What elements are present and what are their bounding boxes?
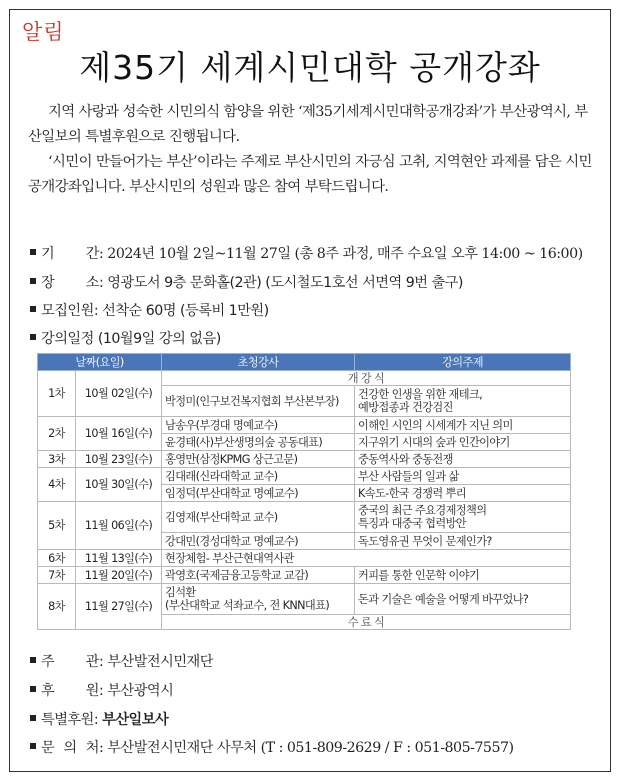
- session-date: 10월 30일(수): [76, 468, 162, 502]
- lecture-topic: 중국의 최근 주요경제정책의 특징과 대중국 협력방안: [355, 502, 571, 533]
- lecture-topic: 돈과 기술은 예술을 어떻게 바꾸었나?: [355, 584, 571, 615]
- lecture-topic: 부산 사람들의 일과 삶: [355, 468, 571, 485]
- bullet-icon: [30, 715, 36, 721]
- recruit-label: 모집인원: [41, 303, 94, 319]
- session-date: 11월 13일(수): [76, 550, 162, 567]
- table-row: [38, 584, 571, 615]
- table-row: [38, 502, 571, 533]
- bullet-icon: [30, 249, 36, 255]
- bullet-icon: [30, 686, 36, 692]
- header-speaker: 초청강사: [162, 354, 355, 371]
- info-recruit: [30, 300, 604, 320]
- place-label: 장 소: [41, 275, 99, 291]
- lecture-speaker: 홍영만(삼정KPMG 상근고문): [162, 451, 355, 468]
- lecture-speaker: 곽영호(국제금융고등학교 교감): [162, 567, 355, 584]
- host-label: 주 관: [41, 654, 99, 670]
- session-number: 3차: [38, 451, 76, 468]
- footer-special: [30, 709, 604, 729]
- info-period: [30, 243, 604, 263]
- session-number: 7차: [38, 567, 76, 584]
- session-number: 8차: [38, 584, 76, 630]
- footer-contact: [30, 737, 604, 757]
- session-date: 10월 02일(수): [76, 371, 162, 417]
- lecture-speaker: 박정미(인구보건복지협회 부산본부장): [162, 386, 355, 417]
- special-label: 특별후원: [41, 712, 94, 728]
- lecture-speaker: 강대민(경성대학교 명예교수): [162, 533, 355, 550]
- lecture-speaker: 남송우(부경대 명예교수): [162, 417, 355, 434]
- special-sep: :: [93, 712, 103, 728]
- table-row: [38, 468, 571, 485]
- intro-paragraph-2: ‘시민이 만들어가는 부산’이라는 주제로 부산시민의 자긍심 고취, 지역현안 과제를 담은 시민공개강좌입니다. 부산시민의 성원과 많은 참여 부탁드립니다.: [28, 154, 592, 195]
- intro-paragraph-1: 지역 사랑과 성숙한 시민의식 함양을 위한 ‘제35기세계시민대학공개강좌’가 부산광역시, 부산일보의 특별후원으로 진행됩니다.: [28, 104, 588, 145]
- info-place: [30, 272, 604, 292]
- table-row: [38, 371, 571, 386]
- table-row: [38, 550, 571, 567]
- closing-ceremony: 수 료 식: [162, 615, 571, 630]
- info-schedule: [30, 328, 604, 348]
- session-number: 6차: [38, 550, 76, 567]
- session-date: 10월 16일(수): [76, 417, 162, 451]
- place-value: : 영광도서 9층 문화홀(2관) (도시철도1호선 서면역 9번 출구): [99, 275, 463, 291]
- sponsor-label: 후 원: [41, 683, 99, 699]
- session-number: 4차: [38, 468, 76, 502]
- special-sponsor-name: 부산일보사: [102, 712, 169, 728]
- contact-label: 문 의 처: [41, 740, 99, 756]
- lecture-speaker: 김대래(신라대학교 교수): [162, 468, 355, 485]
- footer-host: [30, 651, 604, 671]
- lecture-topic: 독도영유권 무엇이 문제인가?: [355, 533, 571, 550]
- table-row: [38, 417, 571, 434]
- session-date: 10월 23일(수): [76, 451, 162, 468]
- lecture-topic: 건강한 인생을 위한 재테크, 예방접종과 건강검진: [355, 386, 571, 417]
- lecture-speaker: 윤경태(사)부산생명의숲 공동대표): [162, 434, 355, 451]
- bullet-icon: [30, 306, 36, 312]
- lecture-topic: 중동역사와 중동전쟁: [355, 451, 571, 468]
- schedule-table: [37, 353, 571, 630]
- contact-value: : 부산발전시민재단 사무처 (T : 051-809-2629 / F : 051-805-7557): [99, 740, 514, 756]
- session-date: 11월 20일(수): [76, 567, 162, 584]
- session-date: 11월 06일(수): [76, 502, 162, 550]
- period-label: 기 간: [41, 246, 99, 262]
- lecture-speaker: 김영재(부산대학교 교수): [162, 502, 355, 533]
- recruit-value: : 선착순 60명 (등록비 1만원): [93, 303, 269, 319]
- period-value: : 2024년 10월 2일~11월 27일 (총 8주 과정, 매주 수요일 오후 14:00 ~ 16:00): [99, 246, 583, 262]
- lecture-speaker: 임정덕(부산대학교 명예교수): [162, 485, 355, 502]
- table-row: [38, 567, 571, 584]
- notice-tag: 알림: [22, 20, 65, 44]
- session-number: 1차: [38, 371, 76, 417]
- intro-text: [28, 100, 596, 200]
- header-topic: 강의주제: [355, 354, 571, 371]
- header-date: 날짜(요일): [38, 354, 162, 371]
- bullet-icon: [30, 743, 36, 749]
- session-number: 5차: [38, 502, 76, 550]
- table-row: [38, 451, 571, 468]
- host-value: : 부산발전시민재단: [99, 654, 213, 670]
- lecture-topic: 커피를 통한 인문학 이야기: [355, 567, 571, 584]
- table-header-row: [38, 354, 571, 371]
- bullet-icon: [30, 334, 36, 340]
- footer-sponsor: [30, 680, 604, 700]
- schedule-label: 강의일정 (10월9일 강의 없음): [41, 331, 221, 347]
- bullet-icon: [30, 278, 36, 284]
- sponsor-value: : 부산광역시: [99, 683, 174, 699]
- page-title: 제35기 세계시민대학 공개강좌: [79, 48, 541, 87]
- session-date: 11월 27일(수): [76, 584, 162, 630]
- lecture-topic: 이해인 시인의 시세계가 지닌 의미: [355, 417, 571, 434]
- lecture-speaker: 현장체험- 부산근현대역사관: [162, 550, 571, 567]
- lecture-speaker: 김석환 (부산대학교 석좌교수, 전 KNN대표): [162, 584, 355, 615]
- session-number: 2차: [38, 417, 76, 451]
- bullet-icon: [30, 657, 36, 663]
- lecture-topic: 지구위기 시대의 숲과 인간이야기: [355, 434, 571, 451]
- opening-ceremony: 개 강 식: [162, 371, 571, 386]
- lecture-topic: K속도-한국 경쟁력 뿌리: [355, 485, 571, 502]
